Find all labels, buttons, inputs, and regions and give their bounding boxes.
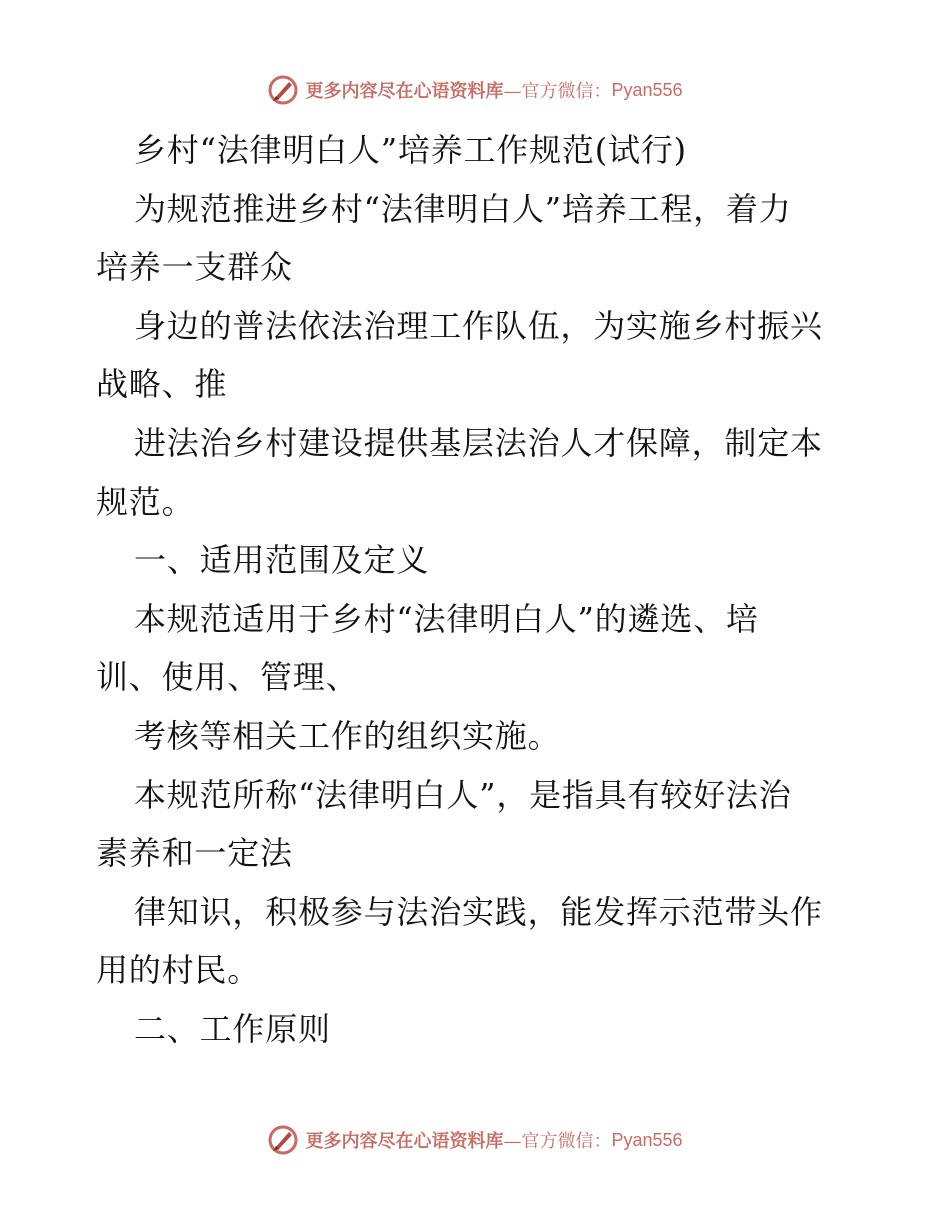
watermark-text: 更多内容尽在心语资料库 [305,81,504,102]
text-line: 用的村民。 [96,951,261,990]
text-line: 进法治乡村建设提供基层法治人才保障，制定本 [134,423,823,462]
text-line: 律知识，积极参与法治实践，能发挥示范带头作 [134,892,823,931]
watermark-wechat-id: Pyan556 [611,79,683,100]
header-watermark-banner [0,70,950,110]
section-heading: 一、适用范围及定义 [134,541,430,580]
text-line: 为规范推进乡村“法律明白人”培养工程，着力 [134,189,792,228]
quill-logo-icon [267,1124,299,1156]
text-line: 素养和一定法 [96,834,293,873]
text-line: 考核等相关工作的组织实施。 [134,716,561,755]
text-line: 培养一支群众 [96,248,293,287]
section-heading: 二、工作原则 [134,1009,331,1048]
text-line: 战略、推 [96,365,228,404]
watermark-wechat-id: Pyan556 [611,1129,683,1150]
watermark-separator: —官方微信： [503,1131,612,1152]
footer-watermark-banner [0,1120,950,1160]
text-line: 本规范所称“法律明白人”，是指具有较好法治 [134,775,792,814]
text-line: 本规范适用于乡村“法律明白人”的遴选、培 [134,599,759,638]
quill-logo-icon [267,74,299,106]
text-line: 训、使用、管理、 [96,658,359,697]
watermark-text: 更多内容尽在心语资料库 [305,1131,504,1152]
text-line: 规范。 [96,482,195,521]
watermark-separator: —官方微信： [503,81,612,102]
text-line: 身边的普法依法治理工作队伍，为实施乡村振兴 [134,306,823,345]
document-body [96,121,856,1059]
document-title: 乡村“法律明白人”培养工作规范(试行) [134,131,687,169]
